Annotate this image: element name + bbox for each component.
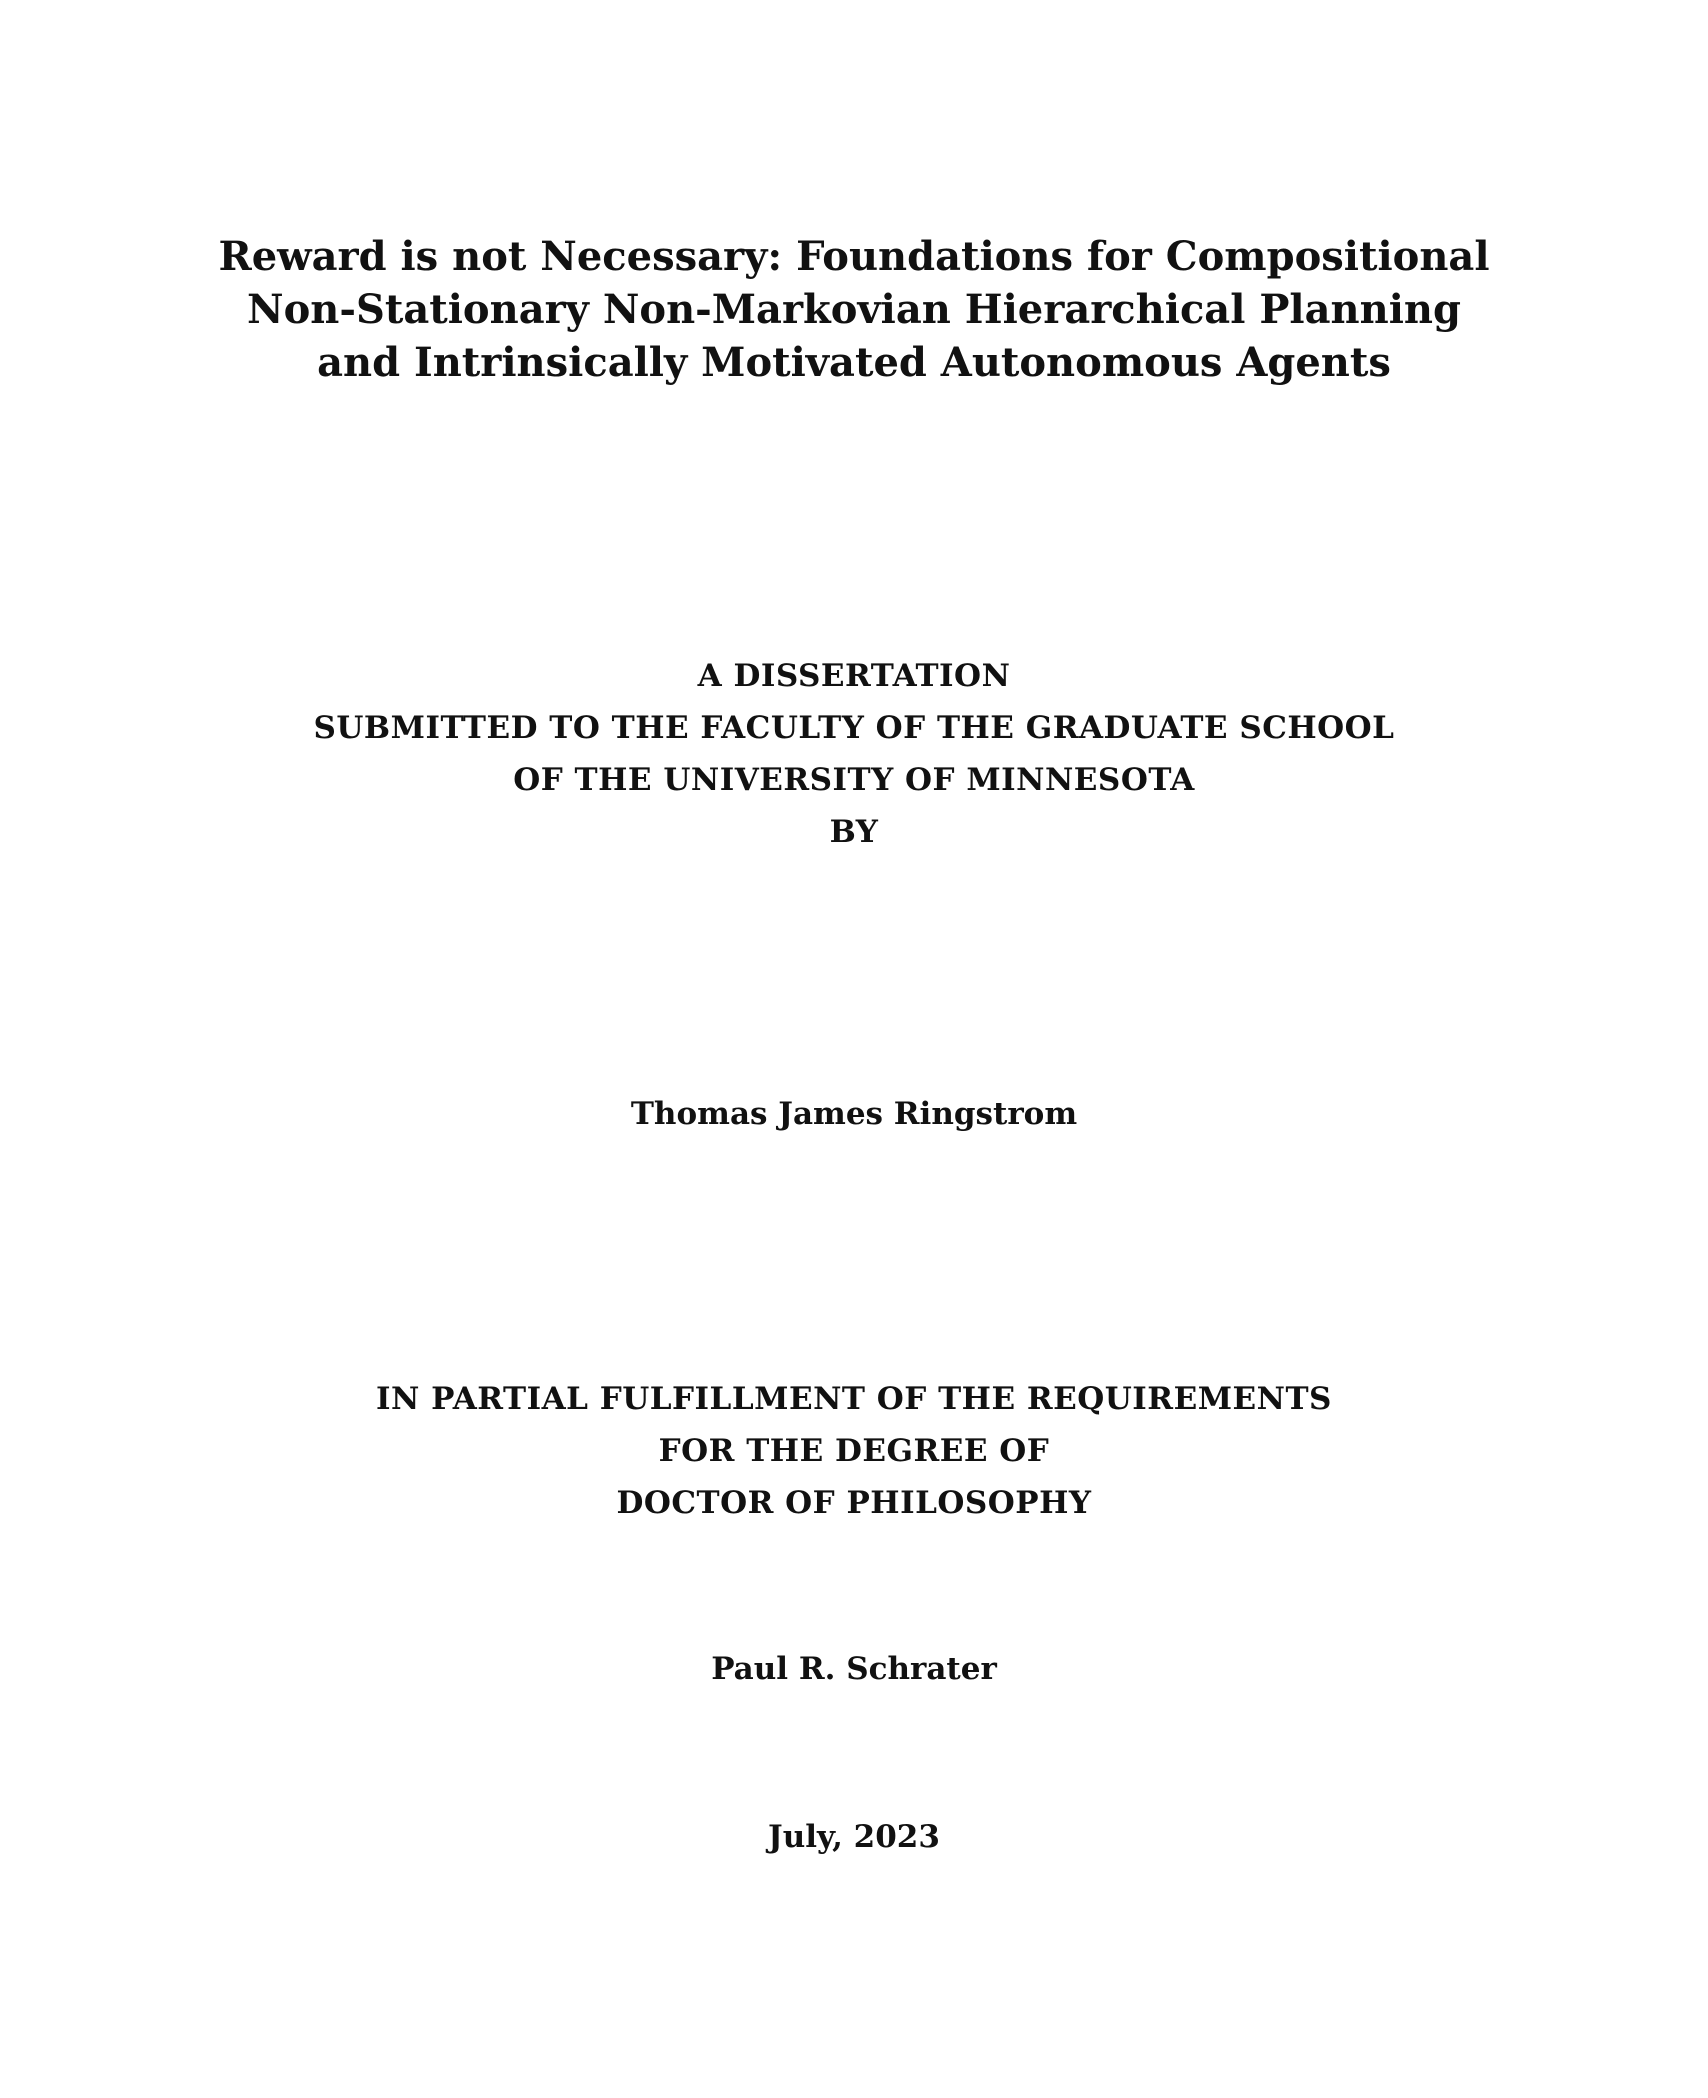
degree-line-2: FOR THE DEGREE OF <box>658 1433 1050 1469</box>
degree-line-3: DOCTOR OF PHILOSOPHY <box>616 1485 1092 1521</box>
advisor-name <box>0 1647 1708 1691</box>
title-line-2: Non-Stationary Non-Markovian Hierarchical Planning <box>247 286 1461 333</box>
date-line: July, 2023 <box>768 1819 940 1855</box>
author-name <box>0 1092 1708 1136</box>
submission-line-1: A DISSERTATION <box>697 658 1011 694</box>
author-line: Thomas James Ringstrom <box>630 1096 1078 1132</box>
degree-line-1: IN PARTIAL FULFILLMENT OF THE REQUIREMENTS <box>376 1381 1332 1417</box>
submission-line-4: BY <box>829 814 879 850</box>
submission-line-2: SUBMITTED TO THE FACULTY OF THE GRADUATE SCHOOL <box>313 710 1395 746</box>
title-line-1: Reward is not Necessary: Foundations for Compositional <box>218 233 1490 280</box>
submission-statement <box>0 650 1708 858</box>
title-line-3: and Intrinsically Motivated Autonomous Agents <box>317 339 1391 386</box>
submission-line-3: OF THE UNIVERSITY OF MINNESOTA <box>513 762 1195 798</box>
degree-statement <box>0 1373 1708 1529</box>
submission-date <box>0 1815 1708 1859</box>
dissertation-title <box>0 230 1708 389</box>
advisor-line: Paul R. Schrater <box>711 1651 997 1687</box>
